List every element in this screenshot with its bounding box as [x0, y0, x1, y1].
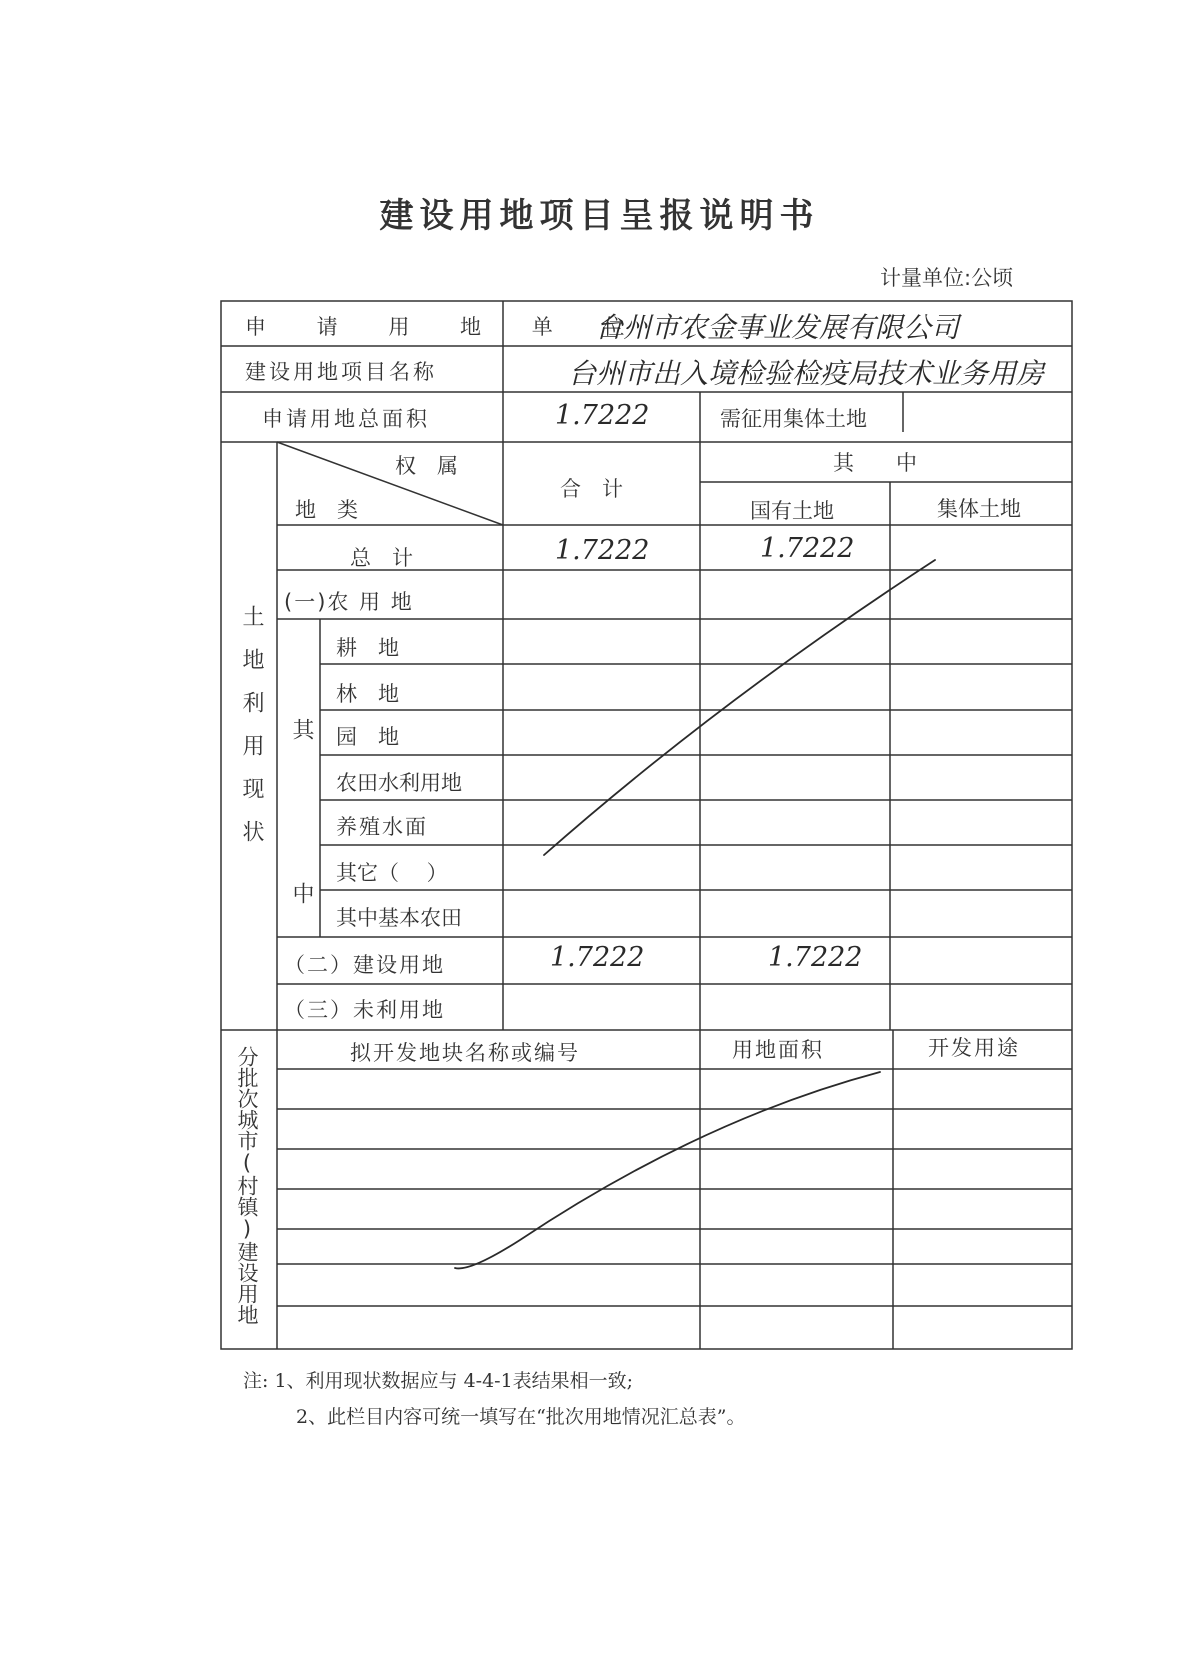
page-title: 建设用地项目呈报说明书 — [379, 196, 820, 236]
strike-line-land-use — [544, 560, 935, 855]
land-use-section-label: 土地利用现状 — [239, 605, 264, 863]
row-garden-label: 园 地 — [336, 725, 399, 749]
batch-col-use: 开发用途 — [928, 1036, 1020, 1060]
col-state-header: 国有土地 — [750, 499, 834, 523]
project-label: 建设用地项目名称 — [245, 360, 437, 384]
row-total-sum: 1.7222 — [555, 535, 650, 566]
batch-section-label: 分批次城市(村镇)建设用地 — [235, 1046, 259, 1325]
row-farmland-label: 耕 地 — [336, 636, 399, 660]
collective-label: 需征用集体土地 — [720, 407, 867, 431]
row-basic-farm-label: 其中基本农田 — [336, 906, 462, 930]
col-total-header: 合 计 — [560, 477, 623, 501]
diag-header-landtype: 地 类 — [295, 498, 358, 522]
row-construction-state: 1.7222 — [768, 942, 863, 973]
row-forest-label: 林 地 — [336, 682, 399, 706]
row-construction-label: （二）建设用地 — [284, 953, 445, 977]
batch-col-name: 拟开发地块名称或编号 — [350, 1041, 580, 1065]
of-which-label: 其 中 — [289, 718, 314, 964]
project-value: 台州市出入境检验检疫局技术业务用房 — [568, 357, 1045, 390]
applicant-value: 台州市农金事业发展有限公司 — [595, 311, 960, 344]
strike-line-batch — [455, 1072, 880, 1268]
row-aquaculture-label: 养殖水面 — [336, 815, 428, 839]
row-unused-label: （三）未利用地 — [284, 998, 445, 1022]
row-other-label: 其它（ ） — [336, 861, 448, 885]
diag-header-ownership: 权 属 — [395, 454, 458, 478]
row-construction-sum: 1.7222 — [550, 942, 645, 973]
unit-label: 计量单位:公顷 — [880, 266, 1014, 290]
row-total-label: 总 计 — [350, 546, 413, 570]
area-value: 1.7222 — [555, 400, 650, 431]
note-2: 2、此栏目内容可统一填写在“批次用地情况汇总表”。 — [296, 1406, 746, 1428]
row-water-cons-label: 农田水利用地 — [336, 771, 462, 795]
row-agri-label: (一)农 用 地 — [284, 590, 414, 614]
row-total-state: 1.7222 — [760, 533, 855, 564]
area-label: 申请用地总面积 — [262, 407, 430, 431]
col-collective-header: 集体土地 — [937, 497, 1021, 521]
col-of-which-header: 其 中 — [833, 451, 917, 475]
batch-col-area: 用地面积 — [732, 1038, 824, 1062]
note-1: 注: 1、利用现状数据应与 4-4-1表结果相一致; — [243, 1370, 634, 1392]
applicant-label: 申 请 用 地 单 位 — [245, 315, 647, 339]
